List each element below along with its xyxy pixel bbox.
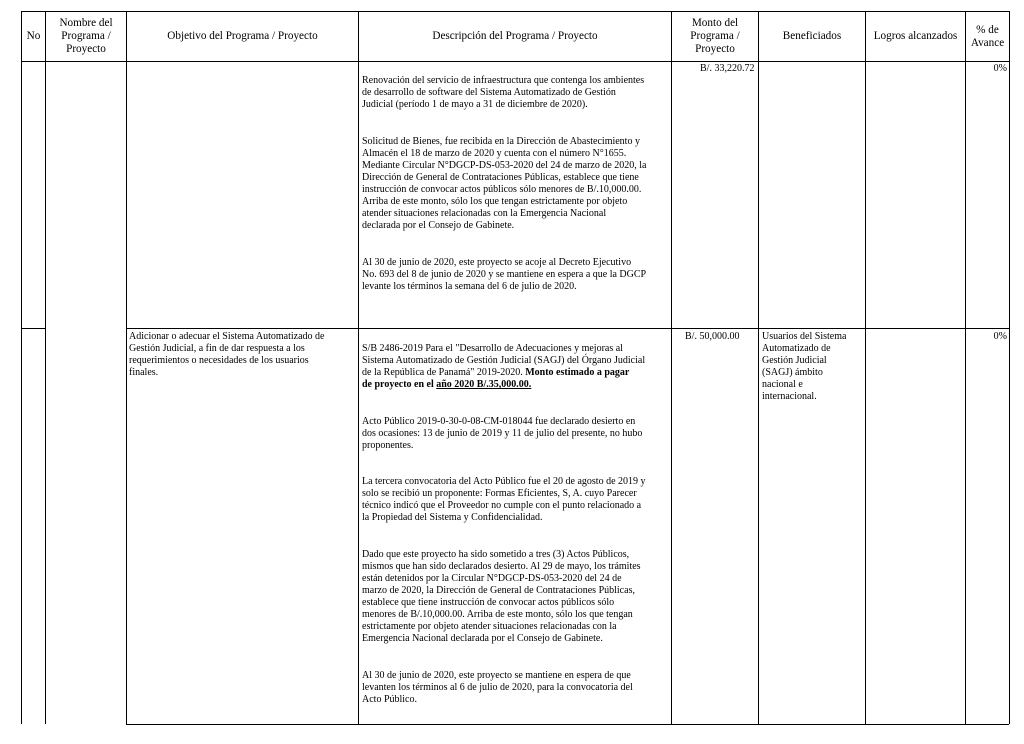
header-avance: % de Avance [970, 23, 1005, 49]
row2-descripcion [362, 331, 670, 718]
row1-desc-para: Al 30 de junio de 2020, este proyecto se acoje al Decreto Ejecutivo No. 693 del 8 de junio de 2020 y se mantiene en espera a que la DGCP levante los términos la semana del 6 de julio de 2020. [362, 256, 647, 292]
col-border [358, 11, 359, 724]
header-beneficiados: Beneficiados [782, 30, 842, 42]
row1-desc-para: Solicitud de Bienes, fue recibida en la Dirección de Abastecimiento y Almacén el 18 de marzo de 2020 y cuenta con el número N°1655. Mediante Circular N°DGCP-DS-053-2020 del 24 de marzo de 2020, la Dirección de General de Contrataciones Públicas, establece que tiene instrucción de convocar actos públicos sólo menores de B/.10,000.00. Arriba de este monto, sólo los que tengan estrictamente por objeto atender situaciones relacionadas con la Emergencia Nacional declarada por el Consejo de Gabinete. [362, 135, 647, 232]
row1-descripcion [362, 63, 670, 305]
row1-desc-para: Renovación del servicio de infraestructura que contenga los ambientes de desarrollo de software del Sistema Automatizado de Gestión Judicial (período 1 de mayo a 31 de diciembre de 2020). [362, 75, 645, 111]
col-border [126, 11, 127, 724]
col-border [21, 328, 22, 724]
row1-monto: B/. 33,220.72 [700, 63, 755, 74]
row-divider [21, 328, 45, 329]
col-border [965, 11, 966, 724]
col-border [21, 61, 22, 328]
row2-beneficiados: Usuarios del Sistema Automatizado de Gestión Judicial (SAGJ) ámbito nacional e internacional. [762, 331, 847, 403]
table-bottom-border [126, 724, 1009, 725]
row1-avance: 0% [993, 63, 1007, 74]
row2-desc-para: Al 30 de junio de 2020, este proyecto se mantiene en espera de que levanten los términos al 6 de julio de 2020, para la convocatoria del Acto Público. [362, 669, 633, 705]
row2-desc-para: La tercera convocatoria del Acto Público fue el 20 de agosto de 2019 y solo se recibió un proponente: Formas Eficientes, S, A. cuyo Parecer técnico indicó que el Proveedor no cumple con el punto relacionado a la Propiedad del Sistema y Confidencialidad. [362, 476, 646, 524]
header-nombre: Nombre del Programa / Proyecto [59, 17, 113, 55]
col-border [865, 11, 866, 724]
header-bottom-border [21, 61, 1009, 62]
row2-avance: 0% [993, 331, 1007, 342]
header-objetivo: Objetivo del Programa / Proyecto [167, 30, 318, 42]
row2-desc-intro [362, 343, 670, 391]
row2-desc-intro-text: S/B 2486-2019 Para el "Desarrollo de Adecuaciones y mejoras al Sistema Automatizado de Gestión Judicial (SAGJ) del Órgano Judicial de la República de Panamá" 2019-2020. [362, 343, 646, 379]
row2-desc-bold: Monto estimado a pagar de proyecto en el [362, 367, 630, 391]
col-border [45, 11, 46, 724]
header-logros: Logros alcanzados [873, 30, 958, 42]
row2-desc-para: Dado que este proyecto ha sido sometido a tres (3) Actos Públicos, mismos que han sido declarados desierto. Al 29 de mayo, los trámites están detenidos por la Circular N°DGCP-DS-053-2020 del 24 de marzo de 2020, la Dirección de General de Contrataciones Públicas, establece que tiene instrucción de convocar actos públicos sólo menores de B/.10,000.00. Arriba de este monto, sólo los que tengan estrictamente por objeto atender situaciones relacionadas con la Emergencia Nacional declarada por el Consejo de Gabinete. [362, 548, 641, 645]
col-border [671, 11, 672, 724]
row2-desc-para: Acto Público 2019-0-30-0-08-CM-018044 fue declarado desierto en dos ocasiones: 13 de junio de 2019 y 11 de julio del presente, no hubo proponentes. [362, 415, 643, 451]
row-divider [126, 328, 1009, 329]
col-border [758, 11, 759, 724]
col-border [1009, 11, 1010, 724]
header-no: No [26, 30, 41, 42]
row2-desc-bold-underline: año 2020 B/.35,000.00. [436, 379, 532, 391]
header-monto: Monto del Programa / Proyecto [690, 17, 740, 55]
row2-objetivo: Adicionar o adecuar el Sistema Automatizado de Gestión Judicial, a fin de dar respuesta a los requerimientos o necesidades de los usuarios finales. [129, 331, 325, 379]
row2-monto: B/. 50,000.00 [685, 331, 740, 342]
header-descripcion: Descripción del Programa / Proyecto [432, 30, 598, 42]
